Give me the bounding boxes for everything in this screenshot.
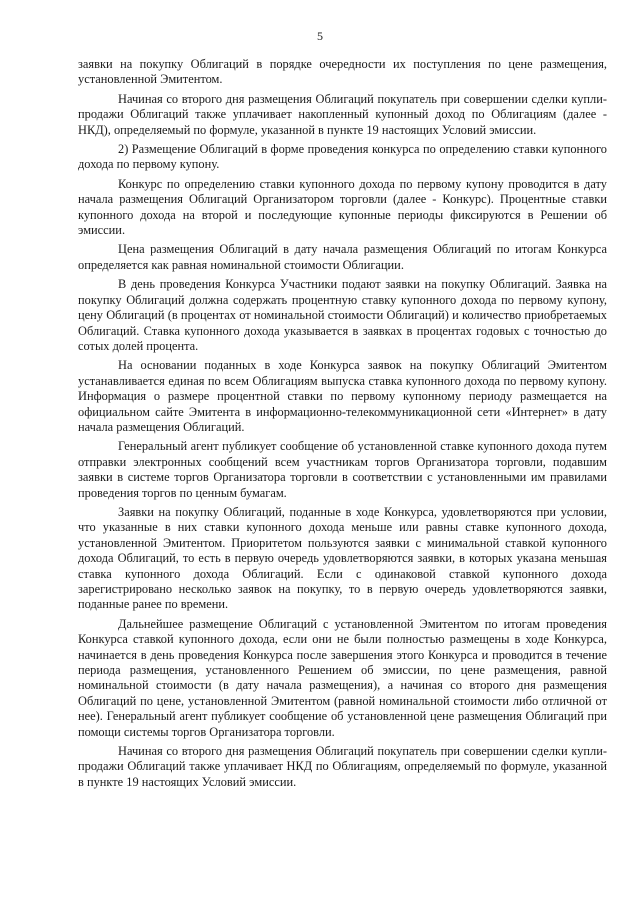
paragraph: Начиная со второго дня размещения Облигаций покупатель при совершении сделки купли-продажи Облигаций также уплачивает накопленный купонный доход по Облигациям (далее - НКД), определяемый по формуле, указанной в пункте 19 настоящих Условий эмиссии. xyxy=(78,91,607,137)
page-number: 5 xyxy=(317,29,323,43)
paragraph: В день проведения Конкурса Участники подают заявки на покупку Облигаций. Заявка на покупку Облигаций должна содержать процентную ставку купонного дохода по первому купону, цену Облигаций (в процентах от номинальной стоимости Облигаций) и количество приобретаемых Облигаций. Ставка купонного дохода указывается в заявках в процентах годовых с точностью до сотых долей процента. xyxy=(78,277,607,353)
document-body xyxy=(78,57,607,794)
paragraph: 2) Размещение Облигаций в форме проведения конкурса по определению ставки купонного дохода по первому купону. xyxy=(78,142,607,172)
paragraph: Начиная со второго дня размещения Облигаций покупатель при совершении сделки купли-продажи Облигаций также уплачивает НКД по Облигациям, определяемый по формуле, указанной в пункте 19 настоящих Условий эмиссии. xyxy=(78,744,607,789)
paragraph: На основании поданных в ходе Конкурса заявок на покупку Облигаций Эмитентом устанавливается единая по всем Облигациям выпуска ставка купонного дохода по первому купону. Информация о размере процентной ставки по первому купонному периоду размещается на официальном сайте Эмитента в информационно-телекоммуникационной сети «Интернет» в дату начала размещения Облигаций. xyxy=(78,358,607,434)
paragraph: Конкурс по определению ставки купонного дохода по первому купону проводится в дату начала размещения Облигаций Организатором торговли (далее - Конкурс). Процентные ставки купонного дохода на второй и последующие купонные периоды фиксируются в Решении об эмиссии. xyxy=(78,176,607,238)
paragraph: Дальнейшее размещение Облигаций с установленной Эмитентом по итогам проведения Конкурса ставкой купонного дохода, если они не были полностью размещены в ходе Конкурса, начинается в день проведения Конкурса после завершения этого Конкурса и проводится в течение периода размещения, установленного Решением об эмиссии, по цене размещения, равной номинальной стоимости (в дату начала размещения), а начиная со второго дня размещения Облигаций по цене, установленной Эмитентом (равной номинальной стоимости либо отличной от нее). Генеральный агент публикует сообщение об установленной цене размещения Облигаций при помощи системы торгов Организатора торговли. xyxy=(78,616,607,739)
paragraph: заявки на покупку Облигаций в порядке очередности их поступления по цене размещения, установленной Эмитентом. xyxy=(78,57,607,87)
paragraph: Цена размещения Облигаций в дату начала размещения Облигаций по итогам Конкурса определяется как равная номинальной стоимости Облигации. xyxy=(78,242,607,272)
paragraph: Заявки на покупку Облигаций, поданные в ходе Конкурса, удовлетворяются при условии, что указанные в них ставки купонного дохода меньше или равны ставке купонного дохода, установленной Эмитентом. Приоритетом пользуются заявки с минимальной ставкой купонного дохода Облигаций, то есть в первую очередь удовлетворяются заявки, в которых указана меньшая ставка купонного дохода Облигаций. Если с одинаковой ставкой купонного дохода зарегистрировано несколько заявок на покупку, то в первую очередь удовлетворяются заявки, поданные ранее по времени. xyxy=(78,504,607,612)
paragraph: Генеральный агент публикует сообщение об установленной ставке купонного дохода путем отправки электронных сообщений всем участникам торгов Организатора торговли, подавшим заявки в системе торгов Организатора торговли в соответствии с установленными им правилами проведения торгов по ценным бумагам. xyxy=(78,439,607,500)
